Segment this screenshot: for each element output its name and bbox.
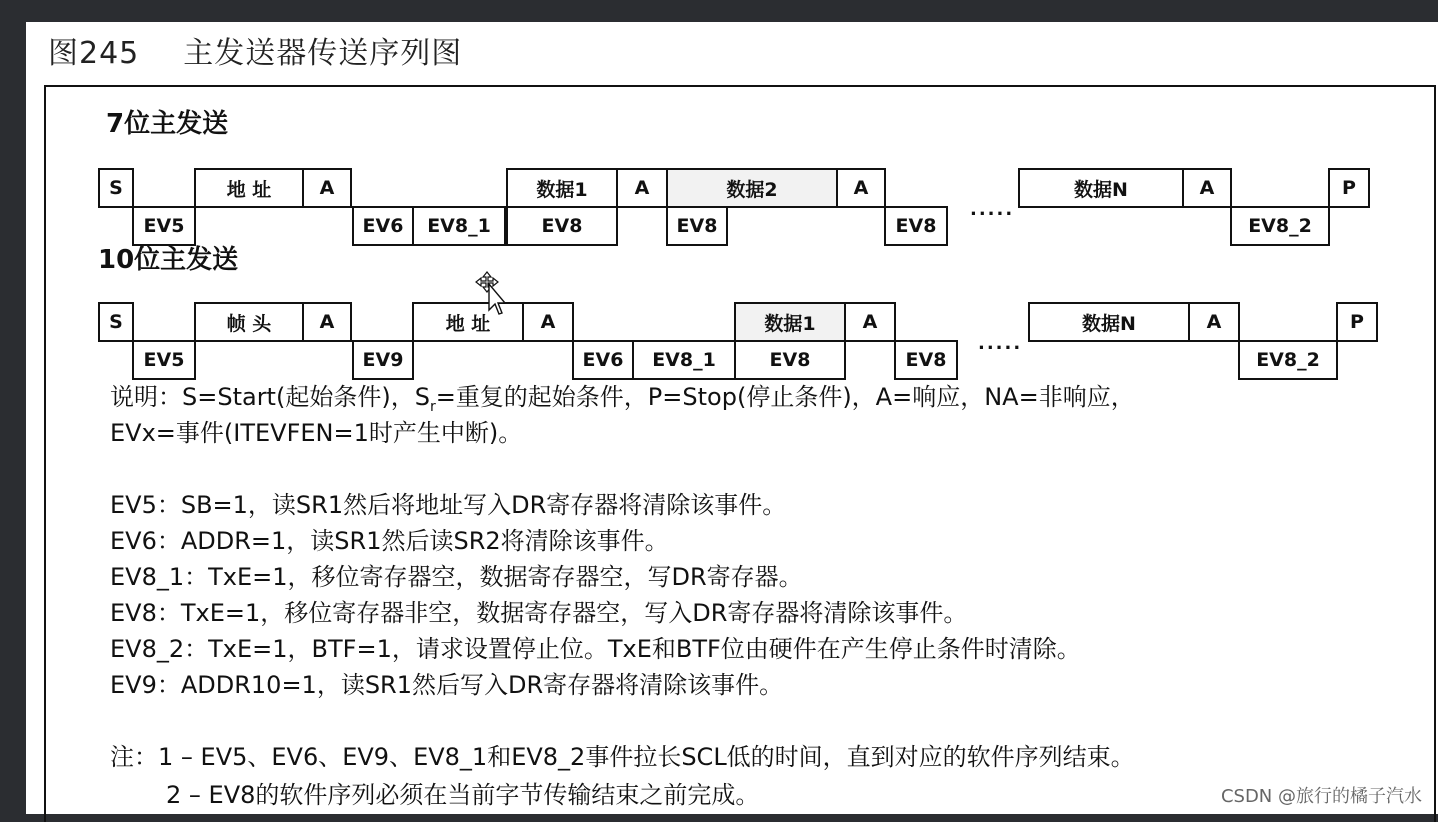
figure-caption: 主发送器传送序列图	[183, 36, 463, 71]
seq10-ev8-a: EV8	[734, 340, 846, 380]
ev9-description: EV9：ADDR10=1，读SR1然后写入DR寄存器将清除该事件。	[110, 671, 784, 699]
seq10-stop: P	[1336, 302, 1378, 342]
seq10-ack-3: A	[844, 302, 896, 342]
seq7-title: 7位主发送	[106, 109, 229, 139]
seq7-ev6: EV6	[352, 206, 414, 246]
seq7-stop: P	[1328, 168, 1370, 208]
seq10-ev9: EV9	[352, 340, 414, 380]
seq10-header: 帧 头	[194, 302, 304, 342]
seq7-data-n: 数据N	[1018, 168, 1184, 208]
seq7-start: S	[98, 168, 134, 208]
ev5-description: EV5：SB=1，读SR1然后将地址写入DR寄存器将清除该事件。	[110, 491, 787, 519]
seq7-data-1: 数据1	[506, 168, 618, 208]
seq7-ack-2: A	[616, 168, 668, 208]
seq7-ack-1: A	[302, 168, 352, 208]
legend-line-2: EVx=事件(ITEVFEN=1时产生中断)。	[110, 419, 523, 447]
figure-number: 图245	[48, 36, 140, 71]
seq10-start: S	[98, 302, 134, 342]
seq10-ack-1: A	[302, 302, 352, 342]
seq7-ev8-2: EV8_2	[1230, 206, 1330, 246]
ev8-description: EV8：TxE=1，移位寄存器非空，数据寄存器空，写入DR寄存器将清除该事件。	[110, 599, 968, 627]
seq7-ev5: EV5	[132, 206, 196, 246]
seq10-ellipsis: .....	[978, 333, 1023, 354]
ev8-2-description: EV8_2：TxE=1，BTF=1，请求设置停止位。TxE和BTF位由硬件在产生停止条件时清除。	[110, 635, 1081, 663]
seq10-ev8-b: EV8	[894, 340, 958, 380]
seq7-ev8-b: EV8	[666, 206, 728, 246]
figure-title	[48, 28, 462, 72]
seq10-ev8-2: EV8_2	[1238, 340, 1338, 380]
seq7-address: 地 址	[194, 168, 304, 208]
note-2: 2 – EV8的软件序列必须在当前字节传输结束之前完成。	[166, 781, 760, 809]
seq7-ack-4: A	[1182, 168, 1232, 208]
seq10-address: 地 址	[412, 302, 524, 342]
watermark: CSDN @旅行的橘子汽水	[1220, 786, 1422, 807]
seq10-ev8-1: EV8_1	[632, 340, 736, 380]
seq10-data-1: 数据1	[734, 302, 846, 342]
seq10-ack-2: A	[522, 302, 574, 342]
seq10-title: 10位主发送	[98, 245, 239, 275]
seq10-data-n: 数据N	[1028, 302, 1190, 342]
seq7-data-2: 数据2	[666, 168, 838, 208]
ev6-description: EV6：ADDR=1，读SR1然后读SR2将清除该事件。	[110, 527, 669, 555]
document-page	[26, 22, 1438, 814]
ev8-1-description: EV8_1：TxE=1，移位寄存器空，数据寄存器空，写DR寄存器。	[110, 563, 803, 591]
seq10-ack-4: A	[1188, 302, 1240, 342]
seq7-ack-3: A	[836, 168, 886, 208]
seq7-ev8-a: EV8	[506, 206, 618, 246]
window-top-bar	[0, 0, 1438, 22]
seq10-ev6: EV6	[572, 340, 634, 380]
figure-frame	[44, 85, 1436, 822]
move-cursor-icon	[475, 270, 505, 316]
seq7-ellipsis: .....	[970, 199, 1015, 220]
seq7-ev8-c: EV8	[884, 206, 948, 246]
legend-line-1: 说明：S=Start(起始条件)，$S_r=$重复的起始条件，P=Stop(停止条件)，A=响应，NA=非响应，	[110, 383, 1135, 415]
note-1: 注：1 – EV5、EV6、EV9、EV8_1和EV8_2事件拉长SCL低的时间，直到对应的软件序列结束。	[110, 743, 1135, 771]
seq10-ev5: EV5	[132, 340, 196, 380]
seq7-ev8-1: EV8_1	[412, 206, 506, 246]
